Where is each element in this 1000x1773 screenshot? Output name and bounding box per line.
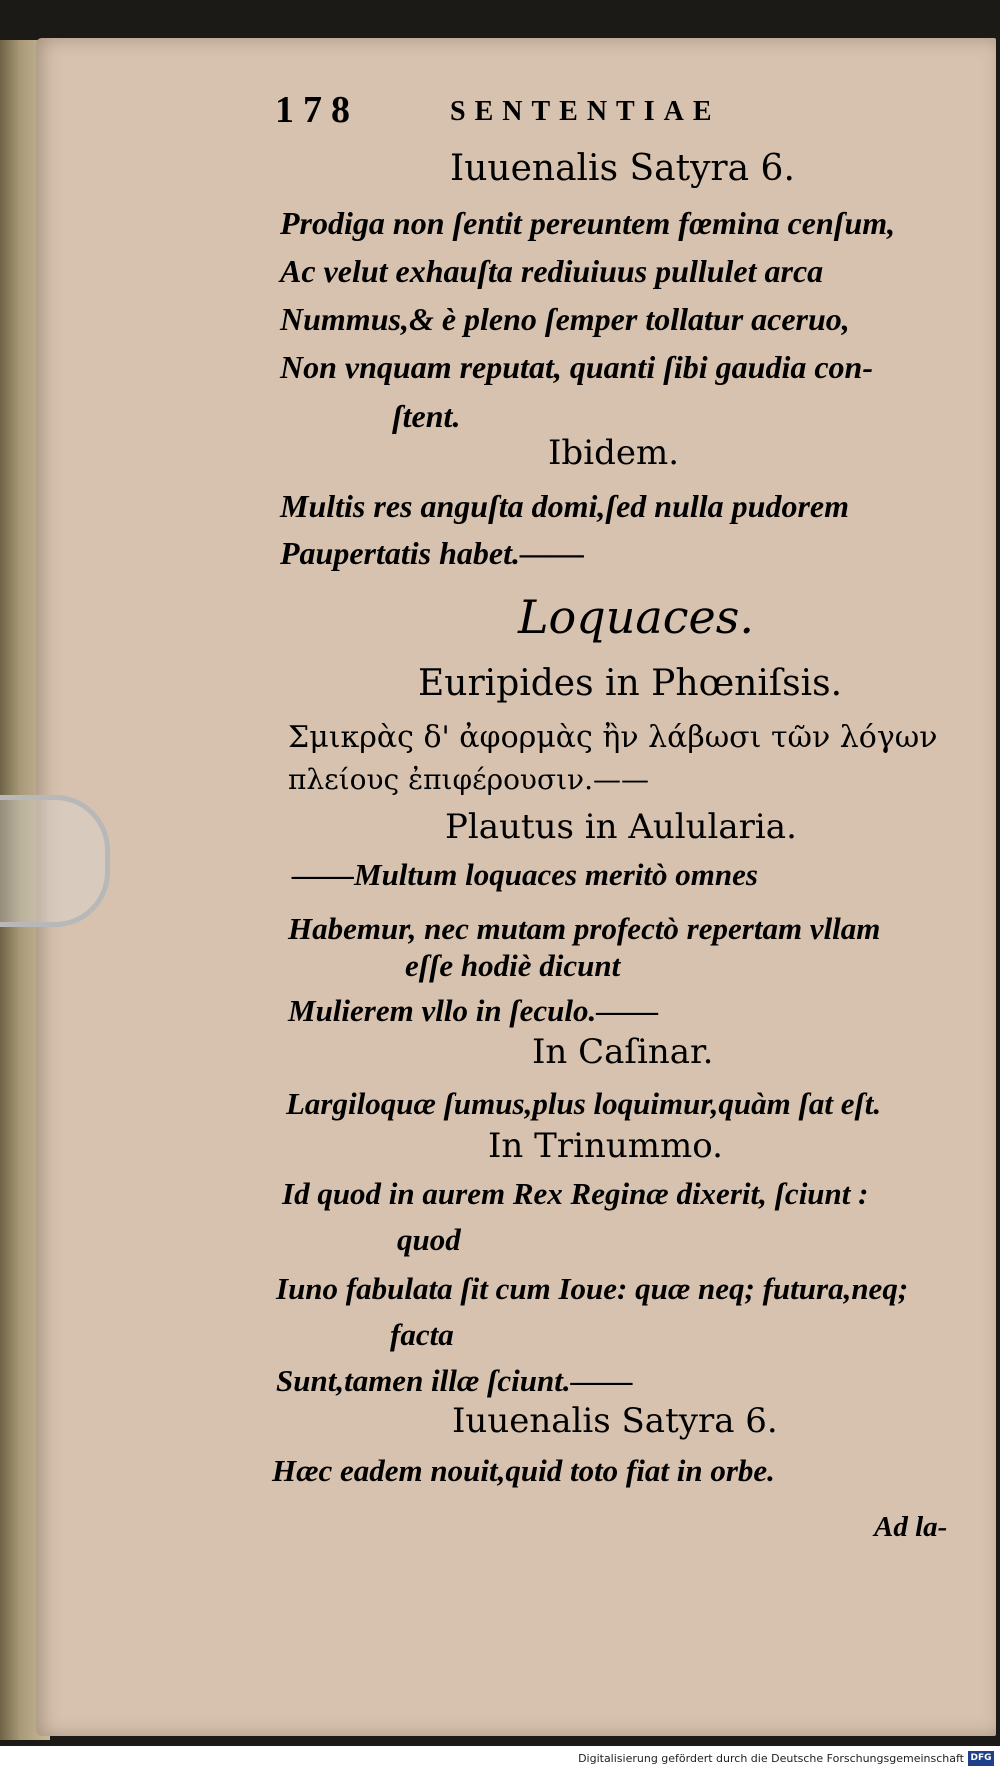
text-line: Paupertatis habet.—— [280,535,585,571]
text-line: ſtent. [392,398,461,434]
text-line: Habemur, nec mutam profectò repertam vllam [288,911,881,946]
greek-line: Σμικρὰς δ' ἀφορμὰς ἢν λάβωσι τῶν λόγων [288,720,938,755]
catchword: Ad la- [874,1511,948,1543]
text-line: Nummus,& è pleno ſemper tollatur aceruo, [280,301,850,337]
text-line: facta [390,1317,454,1352]
text-line: Sunt,tamen illæ ſciunt.—— [276,1363,633,1398]
dfg-logo-icon: DFG [968,1751,994,1766]
text-line: Iuno fabulata ſit cum Ioue: quæ neq; futura,neq; [276,1271,909,1306]
text-line: Ac velut exhauſta rediuiuus pullulet arca [280,253,824,289]
text-line: Ibidem. [548,433,680,473]
text-line: Iuuenalis Satyra 6. [450,148,795,189]
text-line: quod [397,1222,461,1257]
footer-credit: Digitalisierung gefördert durch die Deutsche Forschungsgemeinschaft [578,1752,964,1765]
text-line: Non vnquam reputat, quanti ſibi gaudia con- [280,349,873,385]
text-line: Euripides in Phœniſsis. [418,663,843,704]
text-line: Prodiga non ſentit pereuntem fœmina cenſum, [280,205,896,241]
page-clip [0,795,110,927]
text-line: Mulierem vllo in ſeculo.—— [288,993,659,1028]
text-line: Iuuenalis Satyra 6. [452,1401,778,1441]
section-heading: Loquaces. [518,590,754,644]
text-line: Multis res anguſta domi,ſed nulla pudorem [280,488,849,524]
text-line: eſſe hodiè dicunt [405,948,621,983]
text-line: ——Multum loquaces meritò omnes [292,857,758,892]
text-line: Hæc eadem nouit,quid toto fiat in orbe. [272,1453,775,1488]
text-line: Largiloquæ ſumus,plus loquimur,quàm ſat eſt. [286,1086,882,1121]
text-line: Id quod in aurem Rex Reginæ dixerit, ſciunt : [282,1176,869,1211]
text-line: Plautus in Aulularia. [445,807,797,847]
running-title: SENTENTIAE [450,96,721,127]
text-line: In Caſinar. [532,1032,714,1072]
text-line: In Trinummo. [488,1126,723,1166]
page-number: 178 [275,89,359,131]
greek-line: πλείους ἐπιφέρουσιν.—— [288,763,649,796]
